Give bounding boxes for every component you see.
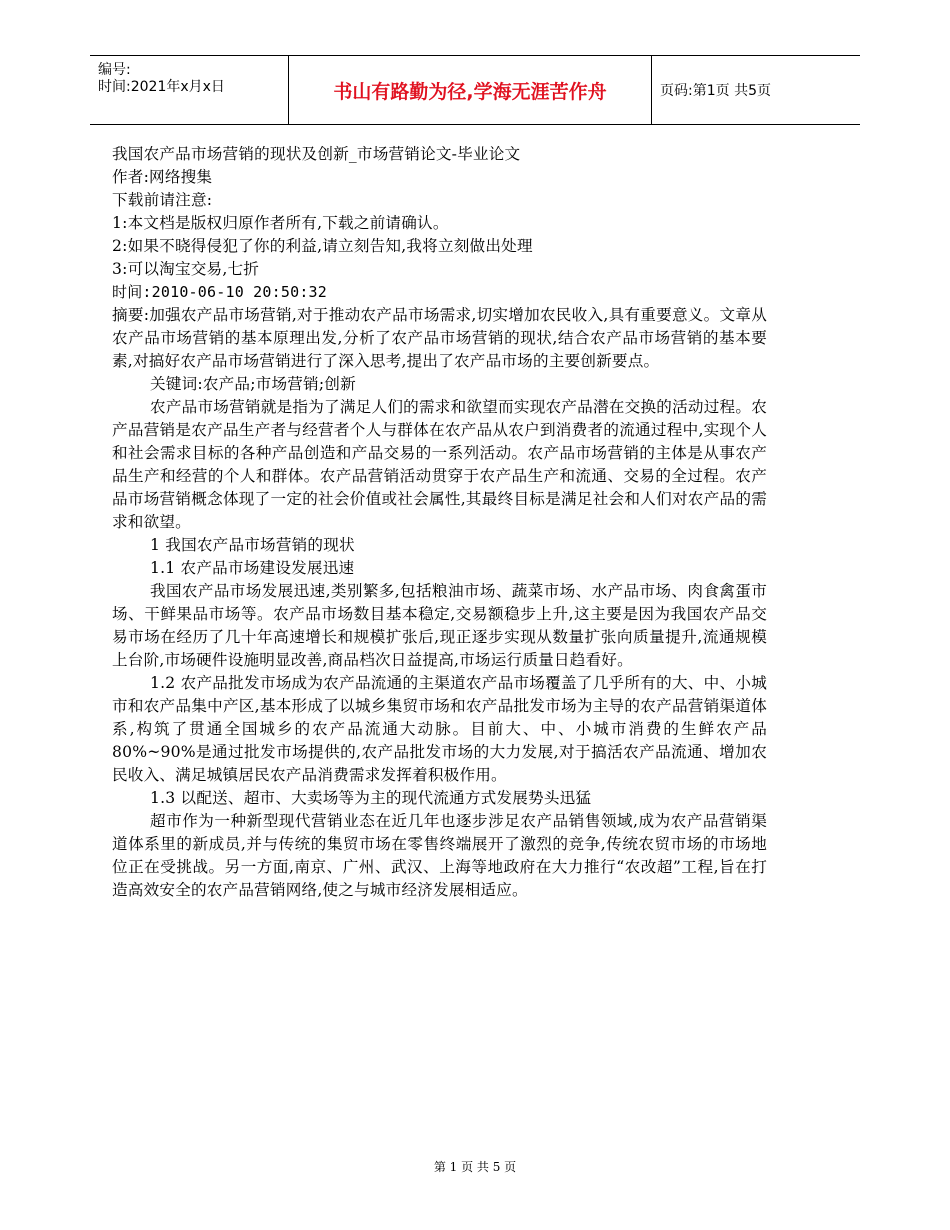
subsection-body-inline: 农产品市场覆盖了几乎所有的大、中、小城市和农产品集中产区,基本形成了以城乡集贸市场和农产品批发市场为主导的农产品营销渠道体系,构筑了贯通全国城乡的农产品流通大动脉。目前大、中、小城市消费的生鲜农产品80%~90%是通过批发市场提供的,农产品批发市场的大力发展,对于搞活农产品流通、增加农民收入、满足城镇居民农产品消费需求发挥着积极作用。 [112,674,767,784]
section-heading: 1 我国农产品市场营销的现状 [150,536,355,554]
notice-item: 2:如果不晓得侵犯了你的利益,请立刻告知,我将立刻做出处理 [112,237,533,255]
intro-paragraph: 农产品市场营销就是指为了满足人们的需求和欲望而实现农产品潜在交换的活动过程。农产品营销是农产品生产者与经营者个人与群体在农产品从农户到消费者的流通过程中,实现个人和社会需求目标的各种产品创造和产品交易的一系列活动。农产品市场营销的主体是从事农产品生产和经营的个人和群体。农产品营销活动贯穿于农产品生产和流通、交易的全过程。农产品市场营销概念体现了一定的社会价值或社会属性,其最终目标是满足社会和人们对农产品的需求和欲望。 [112,398,767,531]
body-paragraph: 超市作为一种新型现代营销业态在近几年也逐步涉足农产品销售领域,成为农产品营销渠道体系里的新成员,并与传统的集贸市场在零售终端展开了激烈的竞争,传统农贸市场的市场地位正在受挑战。另一方面,南京、广州、武汉、上海等地政府在大力推行“农改超”工程,旨在打造高效安全的农产品营销网络,使之与城市经济发展相适应。 [112,812,767,899]
notice-heading: 下载前请注意: [112,191,213,209]
keywords-line: 关键词:农产品;市场营销;创新 [150,375,356,393]
page-header [90,55,860,125]
document-title: 我国农产品市场营销的现状及创新_市场营销论文-毕业论文 [112,145,521,163]
subsection-paragraph [112,672,767,787]
page-footer: 第 1 页 共 5 页 [433,1160,517,1174]
notice-item: 1:本文档是版权归原作者所有,下载之前请确认。 [112,214,449,232]
serial-label: 编号: [98,62,131,78]
subsection-heading-inline: 1.2 农产品批发市场成为农产品流通的主渠道 [150,674,466,692]
notice-item: 3:可以淘宝交易,七折 [112,260,260,278]
time-label: 时间:2021年x月x日 [98,79,225,95]
document-author: 作者:网络搜集 [112,168,213,186]
subsection-heading: 1.3 以配送、超市、大卖场等为主的现代流通方式发展势头迅猛 [150,789,592,807]
document-time: 时间:2010-06-10 20:50:32 [112,283,328,301]
body-paragraph: 我国农产品市场发展迅速,类别繁多,包括粮油市场、蔬菜市场、水产品市场、肉食禽蛋市场、干鲜果品市场等。农产品市场数目基本稳定,交易额稳步上升,这主要是因为我国农产品交易市场在经历了几十年高速增长和规模扩张后,现正逐步实现从数量扩张向质量提升,流通规模上台阶,市场硬件设施明显改善,商品档次日益提高,市场运行质量日趋看好。 [112,582,767,669]
document-body [112,143,767,902]
abstract-paragraph: 摘要:加强农产品市场营销,对于推动农产品市场需求,切实增加农民收入,具有重要意义。文章从农产品市场营销的基本原理出发,分析了农产品市场营销的现状,结合农产品市场营销的基本要素,对搞好农产品市场营销进行了深入思考,提出了农产品市场的主要创新要点。 [112,306,767,370]
header-meta-cell [90,56,289,124]
header-motto: 书山有路勤为径,学海无涯苦作舟 [289,56,652,124]
header-page-info: 页码:第1页 共5页 [660,83,771,99]
subsection-heading: 1.1 农产品市场建设发展迅速 [150,559,355,577]
